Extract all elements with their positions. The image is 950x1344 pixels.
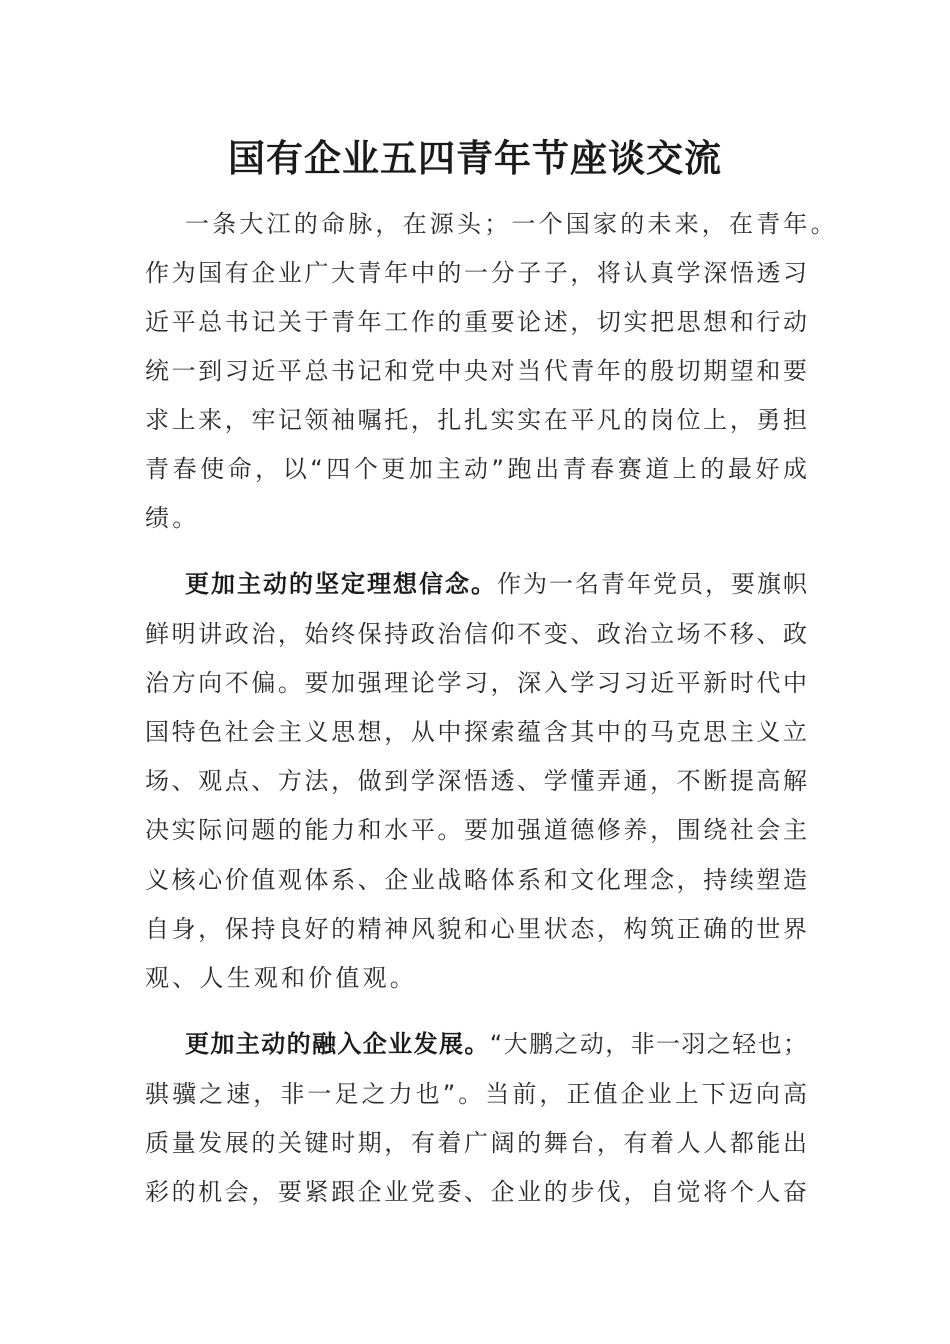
paragraph-3-line-1 bbox=[185, 1020, 807, 1068]
paragraph-1-line-7: 绩。 bbox=[145, 504, 200, 532]
paragraph-1-line-5: 求上来，牢记领袖嘱托，扎扎实实在平凡的岗位上，勇担 bbox=[145, 406, 807, 434]
paragraph-2-line-6: 决实际问题的能力和水平。要加强道德修养，围绕社会主 bbox=[145, 816, 807, 844]
paragraph-2-line-1 bbox=[185, 560, 807, 608]
paragraph-2-line-3: 治方向不偏。要加强理论学习，深入学习习近平新时代中 bbox=[145, 669, 807, 697]
paragraph-2-line-1-text: 作为一名青年党员，要旗帜 bbox=[497, 570, 807, 598]
paragraph-3-line-3: 质量发展的关键时期，有着广阔的舞台，有着人人都能出 bbox=[145, 1129, 807, 1157]
paragraph-1-line-3: 近平总书记关于青年工作的重要论述，切实把思想和行动 bbox=[145, 308, 807, 336]
paragraph-1-line-4: 统一到习近平总书记和党中央对当代青年的殷切期望和要 bbox=[145, 357, 807, 385]
paragraph-2-line-7: 义核心价值观体系、企业战略体系和文化理念，持续塑造 bbox=[145, 866, 807, 894]
paragraph-1-line-6: 青春使命，以“四个更加主动”跑出青春赛道上的最好成 bbox=[145, 455, 807, 483]
document-title: 国有企业五四青年节座谈交流 bbox=[228, 136, 722, 180]
paragraph-1-line-1: 一条大江的命脉，在源头；一个国家的未来，在青年。 bbox=[185, 210, 838, 238]
paragraph-2-line-5: 场、观点、方法，做到学深悟透、学懂弄通，不断提高解 bbox=[145, 767, 807, 795]
paragraph-2-line-8: 自身，保持良好的精神风貌和心里状态，构筑正确的世界 bbox=[145, 915, 807, 943]
paragraph-2-lead-heading: 更加主动的坚定理想信念。 bbox=[185, 570, 497, 598]
paragraph-1-line-2: 作为国有企业广大青年中的一分子子，将认真学深悟透习 bbox=[145, 259, 807, 287]
paragraph-2-line-2: 鲜明讲政治，始终保持政治信仰不变、政治立场不移、政 bbox=[145, 620, 807, 648]
paragraph-2-line-9: 观、人生观和价值观。 bbox=[145, 964, 417, 992]
paragraph-2-line-4: 国特色社会主义思想，从中探索蕴含其中的马克思主义立 bbox=[145, 718, 807, 746]
paragraph-3-line-1-text: “大鹏之动，非一羽之轻也； bbox=[489, 1030, 807, 1058]
paragraph-3-lead-heading: 更加主动的融入企业发展。 bbox=[185, 1030, 490, 1058]
paragraph-3-line-2: 骐骥之速，非一足之力也”。当前，正值企业上下迈向高 bbox=[145, 1080, 807, 1108]
paragraph-3-line-4: 彩的机会，要紧跟企业党委、企业的步伐，自觉将个人奋 bbox=[145, 1178, 807, 1206]
